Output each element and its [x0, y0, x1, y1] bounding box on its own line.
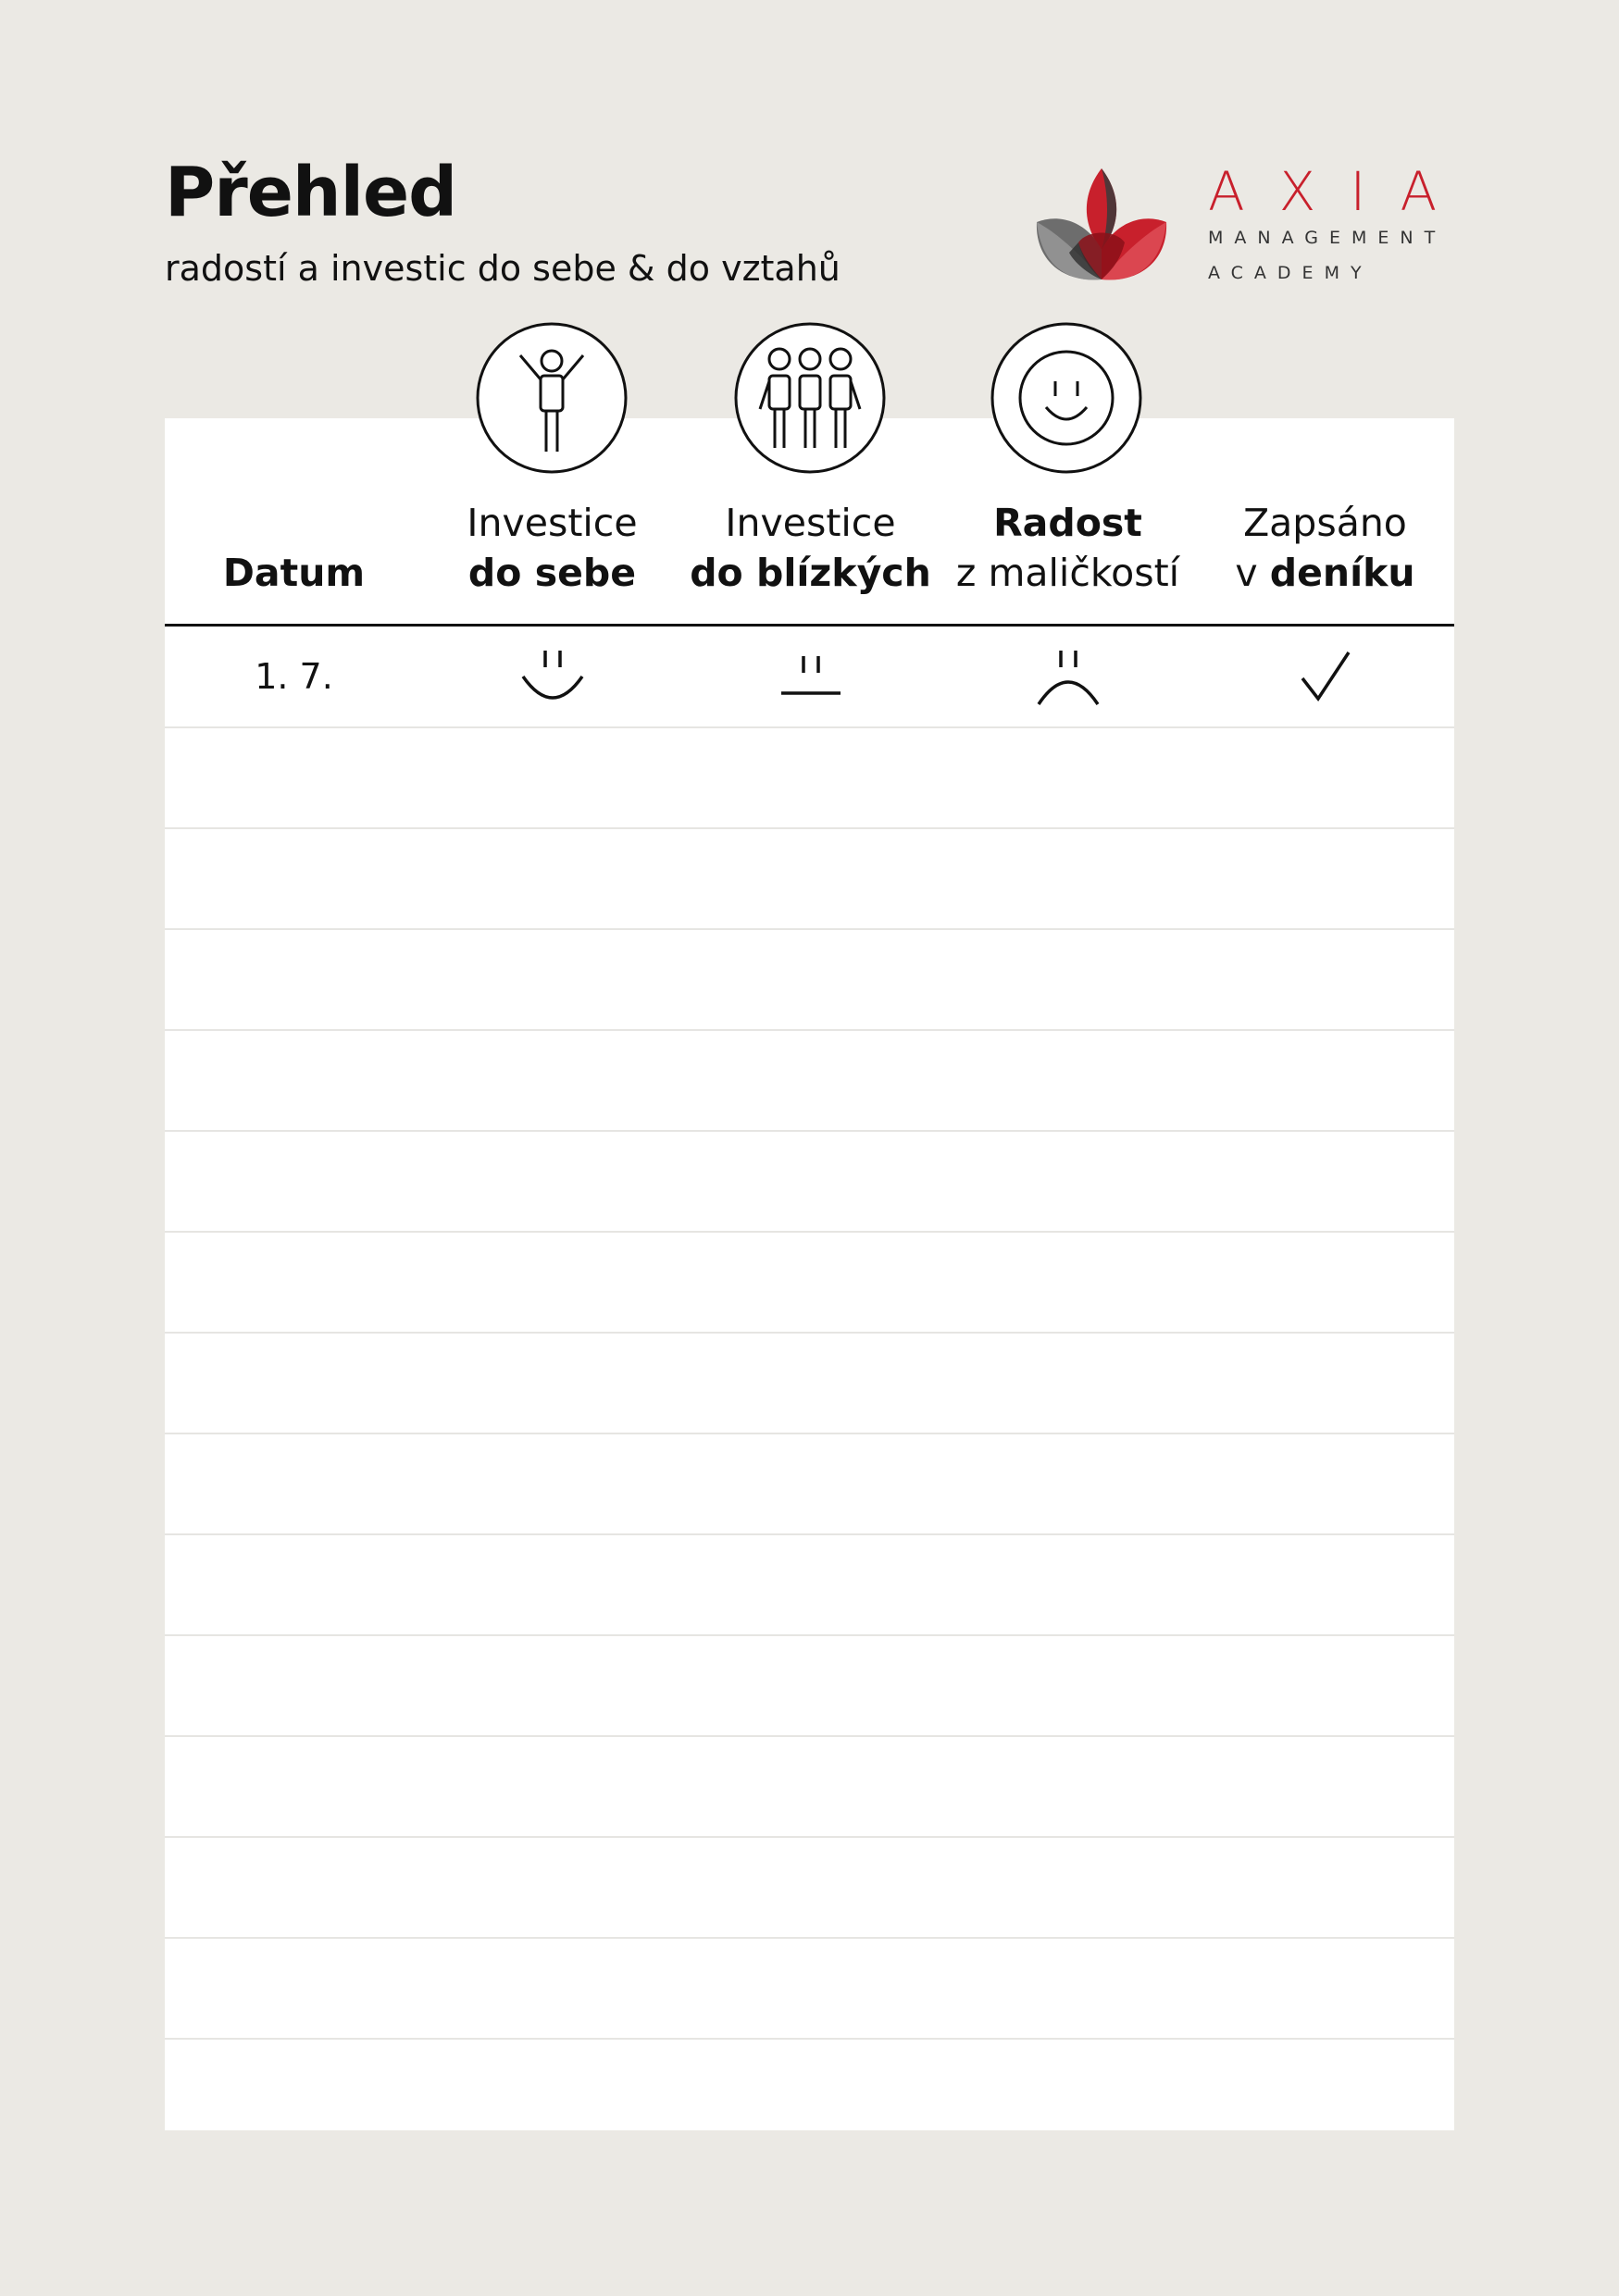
cell-zapsano[interactable] [1196, 627, 1454, 726]
header-zapsano-line2 [1196, 548, 1454, 598]
header-do-blizkych-line1: Investice [725, 501, 896, 545]
logo-line2: ACADEMY [1208, 263, 1373, 283]
smiley-face-icon [990, 322, 1142, 474]
cell-do-blizkych[interactable] [681, 627, 940, 726]
neutral-face-icon [778, 649, 843, 704]
header-zapsano [1196, 498, 1454, 598]
table-row[interactable] [165, 727, 1454, 829]
header-zapsano-line1: Zapsáno [1243, 501, 1407, 545]
header-zapsano-bold: deníku [1269, 551, 1415, 595]
axia-logo-wordmark [1208, 160, 1472, 291]
happy-face-icon [520, 647, 585, 706]
table-row[interactable] [165, 929, 1454, 1031]
logo-line1: MANAGEMENT [1208, 228, 1447, 248]
header-do-sebe-line1: Investice [467, 501, 638, 545]
header-datum [165, 548, 423, 598]
header-do-sebe-line2: do sebe [467, 551, 637, 595]
header-radost-line1: Radost [993, 501, 1142, 545]
sad-face-icon [1036, 647, 1101, 706]
table-row[interactable] [165, 1534, 1454, 1636]
table-row[interactable] [165, 1837, 1454, 1939]
header-radost-line2: z maličkostí [955, 551, 1180, 595]
table-row[interactable] [165, 1433, 1454, 1535]
table-row[interactable] [165, 828, 1454, 930]
table-header [165, 418, 1454, 627]
axia-logo-icon [1032, 165, 1171, 287]
table-row[interactable] [165, 2039, 1454, 2130]
group-of-people-icon [734, 322, 886, 474]
table-row[interactable] [165, 1635, 1454, 1737]
page-title: Přehled [165, 153, 457, 232]
header-do-blizkych [681, 498, 940, 598]
header-datum-label: Datum [222, 551, 366, 595]
header-do-sebe [423, 498, 681, 598]
table-row [165, 627, 1454, 728]
person-arms-up-icon [476, 322, 628, 474]
tracker-table [165, 418, 1454, 2130]
checkmark-icon [1298, 649, 1353, 704]
logo-brand: AXIA [1208, 160, 1472, 223]
table-row[interactable] [165, 1030, 1454, 1132]
cell-do-sebe[interactable] [423, 627, 681, 726]
cell-radost[interactable] [939, 627, 1197, 726]
date-value: 1. 7. [255, 656, 333, 697]
header-zapsano-prefix: v [1235, 551, 1270, 595]
header-do-blizkych-line2: do blízkých [690, 551, 931, 595]
cell-date[interactable] [165, 627, 423, 726]
table-row[interactable] [165, 1232, 1454, 1334]
table-row[interactable] [165, 1736, 1454, 1838]
table-row[interactable] [165, 1131, 1454, 1233]
table-row[interactable] [165, 1333, 1454, 1434]
table-row[interactable] [165, 1938, 1454, 2040]
page-subtitle: radostí a investic do sebe & do vztahů [165, 248, 841, 289]
header-radost [939, 498, 1197, 598]
